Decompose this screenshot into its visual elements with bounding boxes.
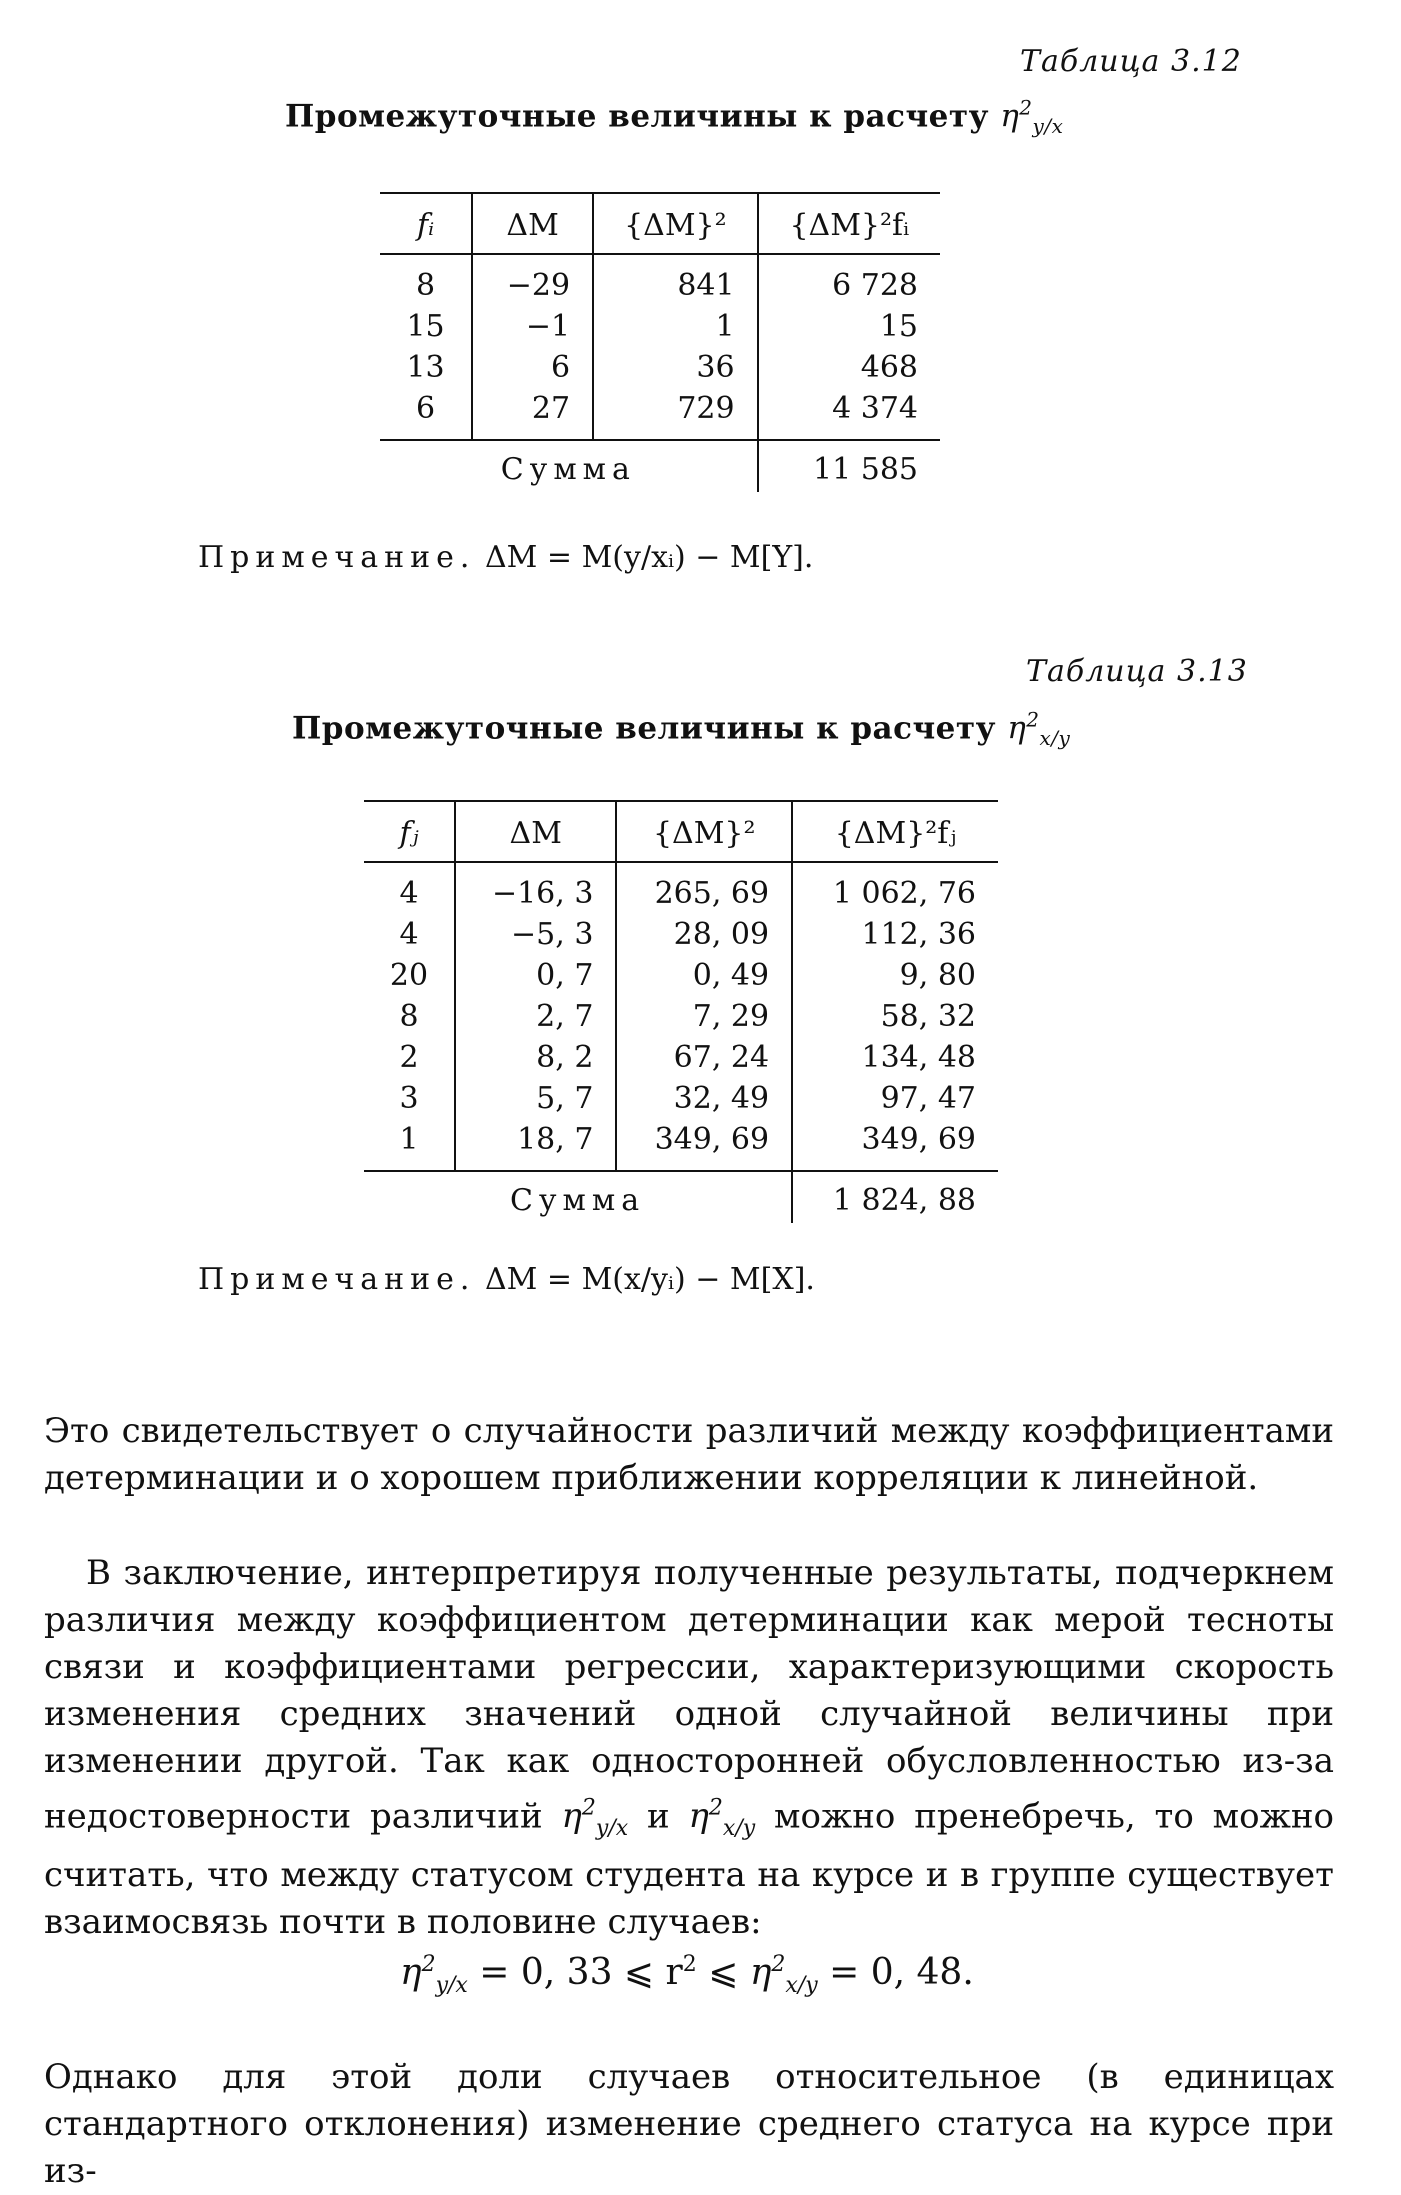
table2-caption: Таблица 3.13 (1026, 654, 1248, 689)
table2-header: {ΔM}²fⱼ (792, 801, 998, 862)
table-cell: 1 062, 76 (792, 862, 998, 914)
table-cell: 8 (399, 999, 419, 1034)
formula-eta-yx: $\eta^2_{y/x}$ (400, 1952, 468, 1999)
table-cell: 15 (406, 309, 445, 344)
table1-header: fᵢ (380, 193, 472, 254)
table-cell: 15 (758, 306, 940, 347)
table-cell: 349, 69 (792, 1119, 998, 1171)
table-cell: 1 (593, 306, 758, 347)
table-row (380, 388, 940, 440)
table-cell: 27 (472, 388, 593, 440)
table2-note-label: Примечание. (198, 1262, 476, 1297)
paragraph-2-text-b: можно пренебречь, то можно считать, что между статусом студента на курсе и в группе существует взаимосвязь почти в половине случаев: (44, 1796, 1334, 1943)
table1 (380, 192, 940, 492)
table-row (364, 955, 998, 996)
table1-title-text: Промежуточные величины к расчету (285, 98, 989, 135)
table-row (364, 914, 998, 955)
table-cell: 3 (399, 1081, 419, 1116)
table1-header-row (380, 193, 940, 254)
table-cell: 0, 49 (616, 955, 792, 996)
table2-header-row (364, 801, 998, 862)
formula-eta-xy: $\eta^2_{x/y}$ (749, 1952, 818, 1999)
table-cell: 6 728 (758, 254, 940, 306)
table-cell: 5, 7 (455, 1078, 616, 1119)
table-cell: 20 (389, 958, 429, 993)
table1-title-symbol: $\eta^2_{y/x}$ (1000, 96, 1064, 139)
paragraph-2-and: и (647, 1796, 670, 1837)
table-cell: 729 (593, 388, 758, 440)
table-cell: 112, 36 (792, 914, 998, 955)
eta-yx-symbol: $\eta^2_{y/x}$ (561, 1796, 629, 1842)
table1-header: ΔM (472, 193, 593, 254)
eta-xy-symbol: $\eta^2_{x/y}$ (688, 1796, 756, 1842)
sum-row (364, 1171, 998, 1223)
table-cell: 841 (593, 254, 758, 306)
table-cell: 134, 48 (792, 1037, 998, 1078)
table-row (364, 996, 998, 1037)
table2-note (198, 1262, 815, 1297)
table-cell: 36 (593, 347, 758, 388)
table-cell: 2, 7 (455, 996, 616, 1037)
table1-header: {ΔM}²fᵢ (758, 193, 940, 254)
table2-header: ΔM (455, 801, 616, 862)
table-row (380, 347, 940, 388)
table-cell: −16, 3 (455, 862, 616, 914)
table-cell: 6 (472, 347, 593, 388)
sum-value: 1 824, 88 (792, 1171, 998, 1223)
table2-title-symbol: $\eta^2_{x/y}$ (1007, 708, 1071, 751)
paragraph-1: Это свидетельствует о случайности различий между коэффициентами детерминации и о хорошем приближении корреляции к линейной. (44, 1411, 1334, 1498)
table1-caption: Таблица 3.12 (1020, 44, 1242, 79)
table-row (364, 1037, 998, 1078)
sum-value: 11 585 (758, 440, 940, 492)
paragraph-2 (44, 1550, 1334, 1946)
table-row (364, 1119, 998, 1171)
table-cell: 67, 24 (616, 1037, 792, 1078)
sum-label: Сумма (380, 440, 758, 492)
table-cell: 265, 69 (616, 862, 792, 914)
sum-label: Сумма (364, 1171, 792, 1223)
table-cell: 18, 7 (455, 1119, 616, 1171)
table-cell: 8, 2 (455, 1037, 616, 1078)
table2-header: {ΔM}² (616, 801, 792, 862)
table-cell: 9, 80 (792, 955, 998, 996)
table-row (380, 254, 940, 306)
table-cell: −29 (472, 254, 593, 306)
table1-note-label: Примечание. (198, 540, 476, 575)
paragraph-3: Однако для этой доли случаев относительное (в единицах стандартного отклонения) изменение среднего статуса на курсе при из- (44, 2057, 1334, 2191)
table-cell: −1 (472, 306, 593, 347)
table-cell: 468 (758, 347, 940, 388)
table-cell: 2 (399, 1040, 419, 1075)
table-row (364, 1078, 998, 1119)
table-cell: −5, 3 (455, 914, 616, 955)
table-cell: 4 (399, 917, 419, 952)
table-cell: 349, 69 (616, 1119, 792, 1171)
table1-header: {ΔM}² (593, 193, 758, 254)
table-cell: 4 (399, 876, 419, 911)
formula: $\eta^2_{y/x} = 0$, 33 ⩽ $r^2$ ⩽ $\eta^2_{x/y} = 0$, 48. (400, 1952, 974, 1999)
table-cell: 8 (416, 268, 436, 303)
table-cell: 32, 49 (616, 1078, 792, 1119)
table-cell: 7, 29 (616, 996, 792, 1037)
table-cell: 4 374 (758, 388, 940, 440)
table-cell: 0, 7 (455, 955, 616, 996)
formula-left: = 0, 33 ⩽ r (479, 1952, 683, 1993)
table-row (380, 306, 940, 347)
table-cell: 97, 47 (792, 1078, 998, 1119)
table1-note (198, 540, 813, 575)
paragraph-2-text-a: В заключение, интерпретируя полученные результаты, подчеркнем различия между коэффициентом детерминации как мерой тесноты связи и коэффициентами регрессии, характеризующими скорость изменения средних значений одной случайной величины при изменении другой. Так как односторонней обусловленностью из-за недостоверности различий (44, 1553, 1334, 1837)
table2-note-text: ΔM = M(x/yᵢ) − M[X]. (485, 1262, 815, 1297)
table2-title (292, 708, 1070, 751)
table2-title-text: Промежуточные величины к расчету (292, 710, 996, 747)
table-cell: 58, 32 (792, 996, 998, 1037)
sum-row (380, 440, 940, 492)
table-row (364, 862, 998, 914)
formula-mid: ⩽ (708, 1952, 739, 1993)
table-cell: 28, 09 (616, 914, 792, 955)
table2-header: fⱼ (364, 801, 455, 862)
table-cell: 13 (406, 350, 445, 385)
table2 (364, 800, 998, 1223)
table1-note-text: ΔM = M(y/xᵢ) − M[Y]. (485, 540, 814, 575)
table-cell: 1 (399, 1122, 419, 1157)
formula-right: = 0, 48. (829, 1952, 974, 1993)
table-cell: 6 (416, 391, 436, 426)
table1-title (285, 96, 1063, 139)
